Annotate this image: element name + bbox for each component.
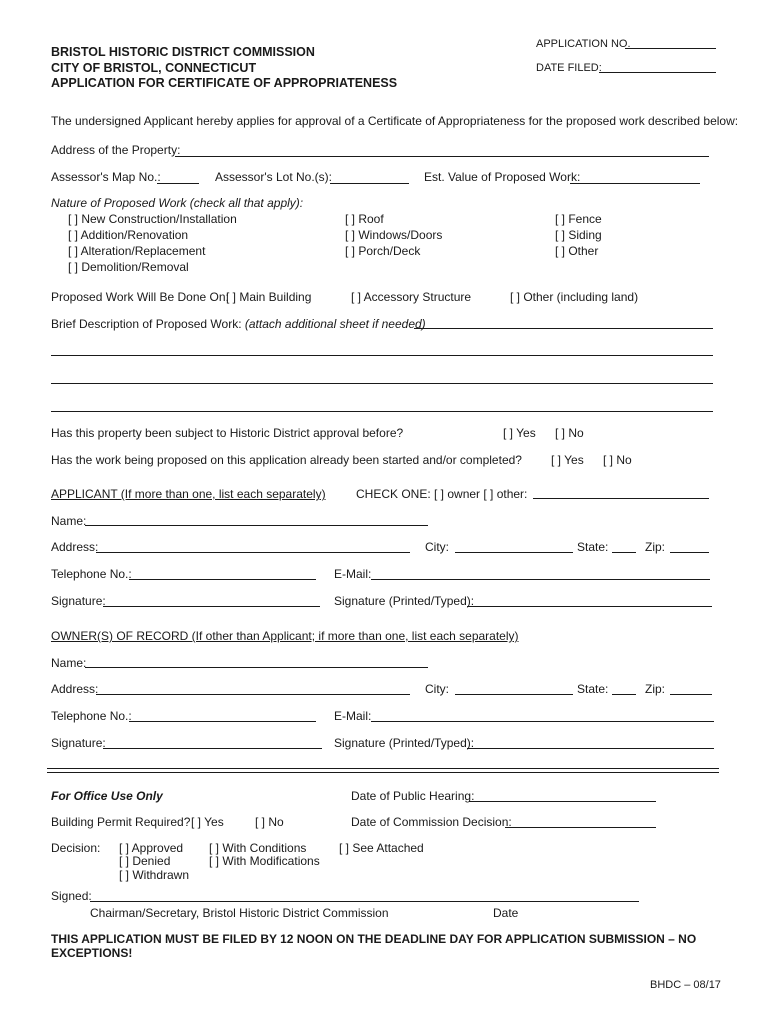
description-label xyxy=(51,317,426,331)
office-use-heading: For Office Use Only xyxy=(51,789,163,803)
q1-yes-checkbox[interactable]: [ ] Yes xyxy=(503,426,536,440)
est-value-field[interactable] xyxy=(570,183,700,184)
q2-no-checkbox[interactable]: [ ] No xyxy=(603,453,632,467)
description-line-1[interactable] xyxy=(414,328,713,329)
decision-date-label: Date of Commission Decision: xyxy=(351,815,512,829)
application-no-label: APPLICATION NO. xyxy=(536,38,631,50)
applicant-telephone-label: Telephone No.: xyxy=(51,567,132,581)
checkbox-main-building[interactable]: [ ] Main Building xyxy=(226,290,312,304)
intro-text: The undersigned Applicant hereby applies for approval of a Certificate of Appropriateness for the proposed work described below: xyxy=(51,114,739,128)
applicant-check-one[interactable]: CHECK ONE: [ ] owner [ ] other: xyxy=(356,487,528,501)
date-filed-field[interactable] xyxy=(599,72,716,73)
office-section-divider xyxy=(47,768,719,773)
owner-heading: OWNER(S) OF RECORD (If other than Applicant; if more than one, list each separately) xyxy=(51,629,519,643)
applicant-signature-printed-label: Signature (Printed/Typed): xyxy=(334,594,475,608)
applicant-city-field[interactable] xyxy=(455,552,573,553)
owner-telephone-field[interactable] xyxy=(129,721,316,722)
date-caption: Date xyxy=(493,906,519,920)
city-title: CITY OF BRISTOL, CONNECTICUT xyxy=(51,61,257,75)
applicant-signature-label: Signature: xyxy=(51,594,106,608)
description-note: (attach additional sheet if needed) xyxy=(244,317,426,331)
checkbox-alteration-replacement[interactable]: [ ] Alteration/Replacement xyxy=(68,244,206,258)
applicant-email-field[interactable] xyxy=(371,579,710,580)
decision-label: Decision: xyxy=(51,841,101,855)
applicant-telephone-field[interactable] xyxy=(129,579,316,580)
checkbox-roof[interactable]: [ ] Roof xyxy=(345,212,384,226)
decision-approved-checkbox[interactable]: [ ] Approved xyxy=(119,841,184,855)
signed-label: Signed: xyxy=(51,889,92,903)
owner-city-label: City: xyxy=(425,682,449,696)
owner-address-label: Address: xyxy=(51,682,99,696)
public-hearing-label: Date of Public Hearing: xyxy=(351,789,475,803)
date-filed-label: DATE FILED: xyxy=(536,62,602,74)
applicant-zip-label: Zip: xyxy=(645,540,666,554)
applicant-signature-field[interactable] xyxy=(103,606,320,607)
address-of-property-field[interactable] xyxy=(175,156,709,157)
description-line-4[interactable] xyxy=(51,411,713,412)
owner-name-label: Name: xyxy=(51,656,87,670)
owner-state-field[interactable] xyxy=(612,694,636,695)
question-prior-approval: Has this property been subject to Historic District approval before? xyxy=(51,426,404,440)
deadline-notice-line2: EXCEPTIONS! xyxy=(51,946,133,960)
applicant-signature-printed-field[interactable] xyxy=(467,606,712,607)
see-attached-checkbox[interactable]: [ ] See Attached xyxy=(339,841,424,855)
checkbox-other-including-land[interactable]: [ ] Other (including land) xyxy=(510,290,639,304)
with-modifications-checkbox[interactable]: [ ] With Modifications xyxy=(209,854,320,868)
assessor-map-field[interactable] xyxy=(157,183,199,184)
application-no-field[interactable] xyxy=(625,48,716,49)
permit-no-checkbox[interactable]: [ ] No xyxy=(255,815,284,829)
applicant-zip-field[interactable] xyxy=(670,552,709,553)
est-value-label: Est. Value of Proposed Work: xyxy=(424,170,581,184)
assessor-lot-label: Assessor's Lot No.(s): xyxy=(215,170,332,184)
owner-signature-printed-field[interactable] xyxy=(467,748,714,749)
owner-state-label: State: xyxy=(577,682,609,696)
assessor-map-label: Assessor's Map No.: xyxy=(51,170,161,184)
checkbox-porch-deck[interactable]: [ ] Porch/Deck xyxy=(345,244,421,258)
work-done-on-label: Proposed Work Will Be Done On: xyxy=(51,290,229,304)
applicant-address-field[interactable] xyxy=(96,552,410,553)
public-hearing-field[interactable] xyxy=(469,801,656,802)
owner-zip-field[interactable] xyxy=(670,694,712,695)
applicant-city-label: City: xyxy=(425,540,449,554)
checkbox-other-work[interactable]: [ ] Other xyxy=(555,244,599,258)
form-code: BHDC – 08/17 xyxy=(650,979,721,991)
owner-signature-label: Signature: xyxy=(51,736,106,750)
applicant-name-label: Name: xyxy=(51,514,87,528)
owner-city-field[interactable] xyxy=(455,694,573,695)
checkbox-windows-doors[interactable]: [ ] Windows/Doors xyxy=(345,228,443,242)
applicant-heading: APPLICANT (If more than one, list each separately) xyxy=(51,487,326,501)
applicant-name-field[interactable] xyxy=(85,525,428,526)
description-line-3[interactable] xyxy=(51,383,713,384)
deadline-notice-line1: THIS APPLICATION MUST BE FILED BY 12 NOON ON THE DEADLINE DAY FOR APPLICATION SUBMISSION – NO xyxy=(51,932,697,946)
owner-email-field[interactable] xyxy=(371,721,714,722)
applicant-other-field[interactable] xyxy=(533,498,709,499)
checkbox-new-construction[interactable]: [ ] New Construction/Installation xyxy=(68,212,237,226)
owner-address-field[interactable] xyxy=(96,694,410,695)
owner-signature-printed-label: Signature (Printed/Typed): xyxy=(334,736,475,750)
question-work-started: Has the work being proposed on this application already been started and/or completed? xyxy=(51,453,522,467)
owner-email-label: E-Mail: xyxy=(334,709,372,723)
decision-denied-checkbox[interactable]: [ ] Denied xyxy=(119,854,171,868)
owner-name-field[interactable] xyxy=(85,667,428,668)
applicant-state-label: State: xyxy=(577,540,609,554)
checkbox-addition-renovation[interactable]: [ ] Addition/Renovation xyxy=(68,228,189,242)
owner-telephone-label: Telephone No.: xyxy=(51,709,132,723)
checkbox-demolition-removal[interactable]: [ ] Demolition/Removal xyxy=(68,260,189,274)
q1-no-checkbox[interactable]: [ ] No xyxy=(555,426,584,440)
decision-date-field[interactable] xyxy=(505,827,656,828)
address-of-property-label: Address of the Property: xyxy=(51,143,181,157)
signed-field[interactable] xyxy=(90,901,639,902)
checkbox-siding[interactable]: [ ] Siding xyxy=(555,228,602,242)
description-label-text: Brief Description of Proposed Work: xyxy=(51,317,242,331)
checkbox-accessory-structure[interactable]: [ ] Accessory Structure xyxy=(351,290,472,304)
applicant-address-label: Address: xyxy=(51,540,99,554)
assessor-lot-field[interactable] xyxy=(330,183,409,184)
with-conditions-checkbox[interactable]: [ ] With Conditions xyxy=(209,841,307,855)
application-title: APPLICATION FOR CERTIFICATE OF APPROPRIATENESS xyxy=(51,76,398,90)
commission-title: BRISTOL HISTORIC DISTRICT COMMISSION xyxy=(51,45,315,59)
building-permit-label: Building Permit Required? xyxy=(51,815,191,829)
permit-yes-checkbox[interactable]: [ ] Yes xyxy=(191,815,224,829)
chair-caption: Chairman/Secretary, Bristol Historic District Commission xyxy=(90,906,389,920)
owner-signature-field[interactable] xyxy=(103,748,322,749)
q2-yes-checkbox[interactable]: [ ] Yes xyxy=(551,453,584,467)
nature-of-work-heading: Nature of Proposed Work (check all that apply): xyxy=(51,196,304,210)
description-line-2[interactable] xyxy=(51,355,713,356)
applicant-state-field[interactable] xyxy=(612,552,636,553)
owner-zip-label: Zip: xyxy=(645,682,666,696)
checkbox-fence[interactable]: [ ] Fence xyxy=(555,212,602,226)
decision-withdrawn-checkbox[interactable]: [ ] Withdrawn xyxy=(119,868,190,882)
applicant-email-label: E-Mail: xyxy=(334,567,372,581)
